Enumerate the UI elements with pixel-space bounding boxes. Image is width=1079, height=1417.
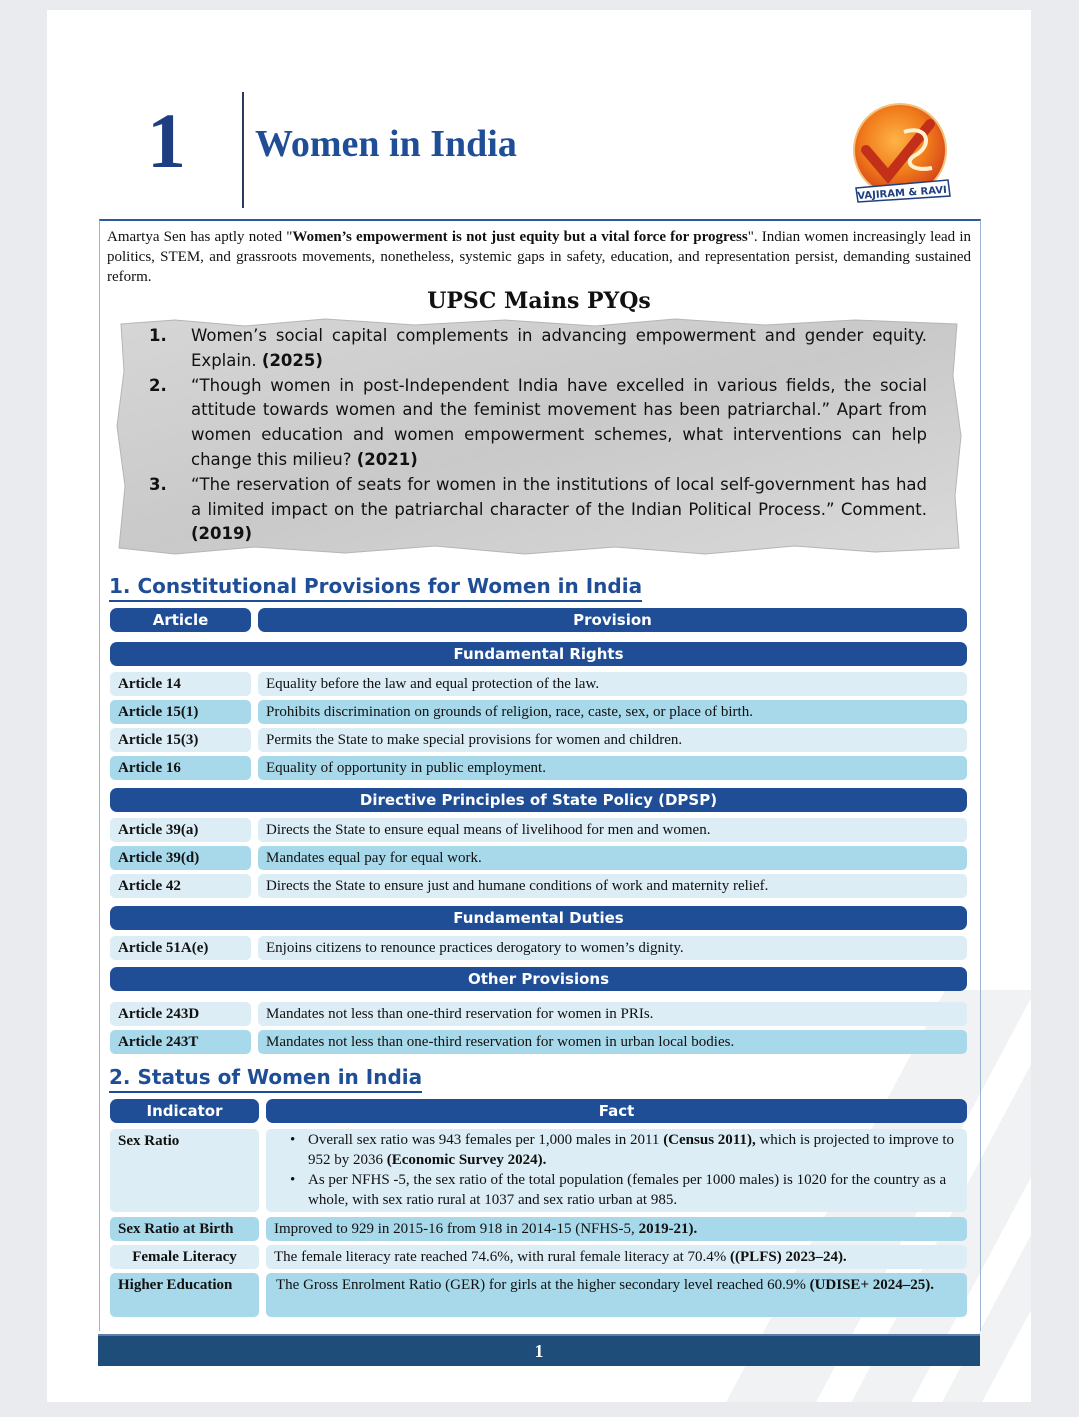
group-heading-fundamental-duties: Fundamental Duties: [110, 906, 967, 930]
article-cell: Article 39(a): [110, 818, 251, 842]
col-header-article: Article: [110, 608, 251, 632]
indicator-cell: Female Literacy: [110, 1245, 259, 1269]
intro-quote: Women’s empowerment is not just equity but a vital force for progress: [292, 229, 748, 245]
provision-cell: Equality of opportunity in public employment.: [258, 756, 967, 780]
section2-title: 2. Status of Women in India: [109, 1064, 422, 1093]
fact-cell: The female literacy rate reached 74.6%, with rural female literacy at 70.4% ((PLFS) 2023–24).: [266, 1245, 967, 1269]
article-cell: Article 15(1): [110, 700, 251, 724]
fact-bullet: • Overall sex ratio was 943 females per 1,000 males in 2011 (Census 2011), which is projected to improve to 952 by 2036 (Economic Survey 2024).: [308, 1130, 959, 1170]
document-page: [47, 10, 1031, 1402]
page-footer: [98, 1334, 980, 1366]
provision-cell: Mandates equal pay for equal work.: [258, 846, 967, 870]
group-heading-dpsp: Directive Principles of State Policy (DPSP): [110, 788, 967, 812]
provision-cell: Directs the State to ensure equal means of livelihood for men and women.: [258, 818, 967, 842]
chapter-number: 1: [147, 97, 186, 184]
fact-cell: [266, 1129, 967, 1212]
indicator-cell: Sex Ratio at Birth: [110, 1217, 259, 1241]
provision-cell: Mandates not less than one-third reservation for women in urban local bodies.: [258, 1030, 967, 1054]
fact-cell: Improved to 929 in 2015-16 from 918 in 2014-15 (NFHS-5, 2019-21).: [266, 1217, 967, 1241]
group-heading-fundamental-rights: Fundamental Rights: [110, 642, 967, 666]
provision-cell: Prohibits discrimination on grounds of religion, race, caste, sex, or place of birth.: [258, 700, 967, 724]
logo-text: VAJIRAM & RAVI: [857, 184, 948, 203]
article-cell: Article 15(3): [110, 728, 251, 752]
article-cell: Article 39(d): [110, 846, 251, 870]
title-divider: [242, 92, 244, 208]
col-header-indicator: Indicator: [110, 1099, 259, 1123]
provision-cell: Mandates not less than one-third reservation for women in PRIs.: [258, 1002, 967, 1026]
pyq-title: UPSC Mains PYQs: [427, 288, 651, 314]
provision-cell: Equality before the law and equal protection of the law.: [258, 672, 967, 696]
fact-bullet: • As per NFHS -5, the sex ratio of the total population (females per 1000 males) is 1020 for the country as a whole, with sex ratio rural at 1037 and sex ratio urban at 985.: [308, 1170, 959, 1210]
article-cell: Article 16: [110, 756, 251, 780]
pyq-item: 1. Women’s social capital complements in advancing empowerment and gender equity. Explain. (2025): [149, 326, 927, 370]
pyq-item: 2. “Though women in post-Independent India have excelled in various fields, the social attitude towards women and the feminist movement has been patriarchal.” Apart from women education and women empowerment schemes, what interventions can help change this milieu? (2021): [149, 375, 927, 469]
vajiram-ravi-logo-icon: [844, 102, 960, 208]
pyq-item: 3. “The reservation of seats for women in the institutions of local self-government has had a limited impact on the patriarchal character of the Indian Political Process.” Comment. (2019): [149, 474, 927, 544]
pyq-list: [147, 324, 927, 547]
article-cell: Article 243T: [110, 1030, 251, 1054]
page-number: 1: [534, 1341, 544, 1361]
provision-cell: Enjoins citizens to renounce practices derogatory to women’s dignity.: [258, 936, 967, 960]
article-cell: Article 243D: [110, 1002, 251, 1026]
article-cell: Article 51A(e): [110, 936, 251, 960]
provision-cell: Permits the State to make special provisions for women and children.: [258, 728, 967, 752]
col-header-fact: Fact: [266, 1099, 967, 1123]
indicator-cell: Higher Education: [110, 1273, 259, 1317]
article-cell: Article 14: [110, 672, 251, 696]
provision-cell: Directs the State to ensure just and humane conditions of work and maternity relief.: [258, 874, 967, 898]
fact-cell: The Gross Enrolment Ratio (GER) for girls at the higher secondary level reached 60.9% (UDISE+ 2024–25).: [266, 1273, 967, 1317]
article-cell: Article 42: [110, 874, 251, 898]
group-heading-other-provisions: Other Provisions: [110, 967, 967, 991]
intro-paragraph: Amartya Sen has aptly noted "Women’s empowerment is not just equity but a vital force for progress". Indian women increasingly lead in politics, STEM, and grassroots movements, nonetheless, systemic gaps in safety, education, and representation persist, demanding sustained reform.: [107, 229, 971, 285]
indicator-cell: Sex Ratio: [110, 1129, 259, 1212]
col-header-provision: Provision: [258, 608, 967, 632]
section1-title: 1. Constitutional Provisions for Women in India: [109, 573, 642, 602]
chapter-title: Women in India: [255, 123, 517, 165]
